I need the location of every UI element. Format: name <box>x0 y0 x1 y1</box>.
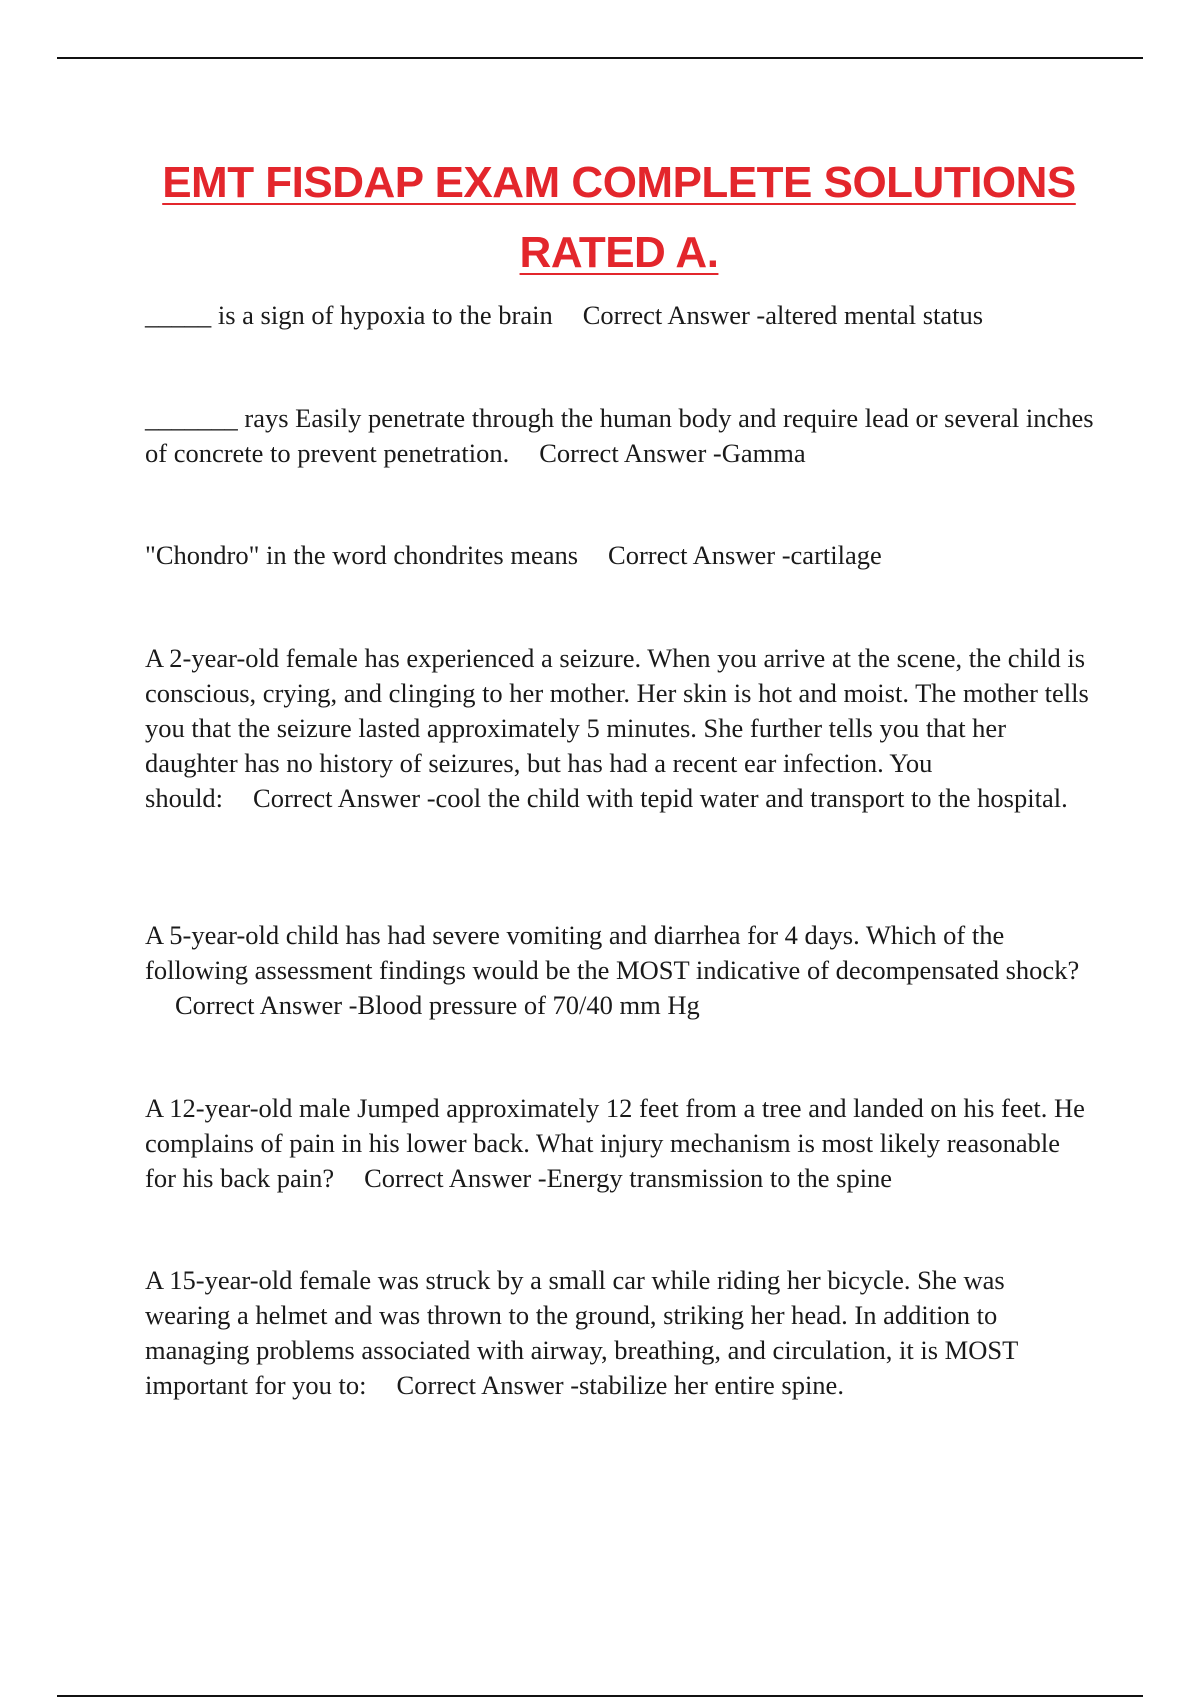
question-text: A 15-year-old female was struck by a small car while riding her bicycle. She was wearing a helmet and was thrown to the ground, striking her head. In addition to managing problems associated with airway, breathing, and circulation, it is MOST important for you to: <box>145 1265 1018 1400</box>
question-text: A 2-year-old female has experienced a seizure. When you arrive at the scene, the child is conscious, crying, and clinging to her mother. Her skin is hot and moist. The mother tells you that the seizure lasted approximately 5 minutes. She further tells you that her daughter has no history of seizures, but has had a recent ear infection. You should: <box>145 643 1089 813</box>
question-text: A 5-year-old child has had severe vomiting and diarrhea for 4 days. Which of the following assessment findings would be the MOST indicative of decompensated shock? <box>145 920 1080 985</box>
bottom-rule <box>57 1695 1143 1697</box>
qa-item <box>145 918 1095 1023</box>
qa-item <box>145 298 1095 333</box>
answer-text: Correct Answer -cool the child with tepid water and transport to the hospital. <box>253 783 1068 813</box>
qa-item <box>145 401 1095 471</box>
qa-item <box>145 1091 1095 1196</box>
document-title <box>0 148 1200 288</box>
qa-item <box>145 641 1095 816</box>
answer-text: Correct Answer -Gamma <box>539 438 806 468</box>
qa-item <box>145 538 1095 573</box>
answer-text: Correct Answer -Energy transmission to the spine <box>364 1163 893 1193</box>
answer-text: Correct Answer -stabilize her entire spine. <box>396 1370 844 1400</box>
title-line-1 <box>0 148 1200 218</box>
answer-text: Correct Answer -cartilage <box>608 540 882 570</box>
title-line-2-text: RATED A. <box>519 228 719 277</box>
qa-item <box>145 1263 1095 1403</box>
title-line-1-text: EMT FISDAP EXAM COMPLETE SOLUTIONS <box>162 158 1076 207</box>
top-rule <box>57 57 1143 59</box>
question-text: "Chondro" in the word chondrites means <box>145 540 579 570</box>
title-line-2 <box>0 218 1200 288</box>
question-text: _____ is a sign of hypoxia to the brain <box>145 300 553 330</box>
question-text: A 12-year-old male Jumped approximately 12 feet from a tree and landed on his feet. He complains of pain in his lower back. What injury mechanism is most likely reasonable for his back pain? <box>145 1093 1085 1193</box>
answer-text: Correct Answer -altered mental status <box>582 300 984 330</box>
answer-text: Correct Answer -Blood pressure of 70/40 mm Hg <box>175 990 700 1020</box>
question-text: _______ rays Easily penetrate through the human body and require lead or several inches of concrete to prevent penetration. <box>145 403 1094 468</box>
